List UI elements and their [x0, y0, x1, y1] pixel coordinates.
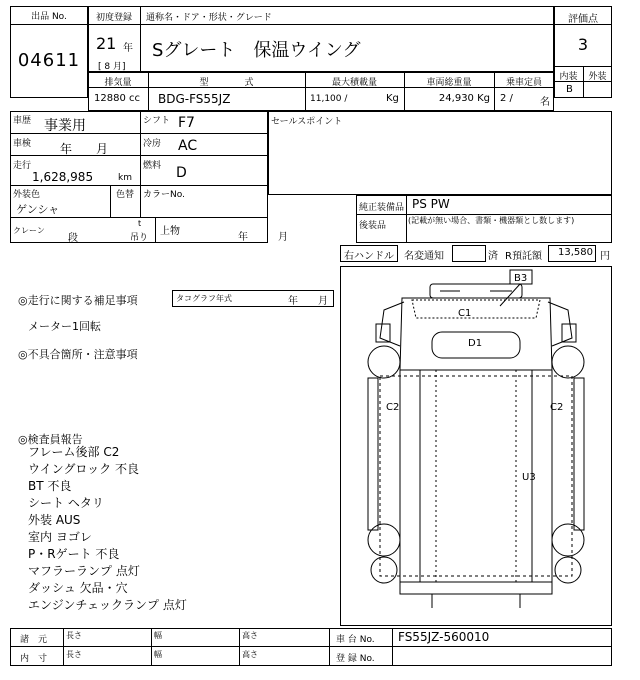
chassis-label: 車 台 No. [336, 635, 375, 645]
report-item: BT 不良 [28, 479, 72, 493]
ext-color-value: ゲンシャ [16, 203, 60, 216]
length-label-2: 長さ [66, 650, 82, 659]
model-label: 型 式 [199, 78, 254, 88]
crane-stage: 段 [68, 233, 78, 244]
ac-value: AC [178, 138, 198, 154]
color-change-label: 色替 [116, 190, 135, 200]
reg-year: 21 [96, 34, 117, 53]
load-unit: Kg [386, 93, 399, 104]
recycle-fee-value: 13,580 [558, 247, 593, 258]
mileage-value: 1,628,985 [32, 170, 94, 184]
width-label-2: 幅 [154, 650, 162, 659]
inspector-report-list [28, 444, 187, 614]
shift-value: F7 [178, 115, 195, 131]
report-item: エンジンチェックランプ 点灯 [28, 598, 187, 612]
equipment-label: 純正装備品 [359, 203, 405, 213]
dims-label: 諸 元 [20, 635, 48, 645]
damage-mark: D1 [468, 338, 483, 349]
model-value: BDG-FS55JZ [158, 92, 231, 106]
interior-grade: B [566, 84, 573, 95]
supplement-title: ◎走行に関する補足事項 [18, 294, 138, 307]
report-item: P・Rゲート 不良 [28, 547, 120, 561]
chassis-value: FS55JZ-560010 [398, 630, 490, 644]
color-no-label: カラーNo. [143, 190, 185, 200]
report-item: ウイングロック 不良 [28, 462, 139, 476]
grade-name: Sグレート 保温ウイング [152, 40, 361, 61]
tachograph-date: 年 月 [288, 296, 328, 307]
ac-label: 冷房 [143, 139, 162, 149]
name-change-box [452, 245, 486, 262]
crane-load-unit: t [138, 219, 142, 228]
name-label: 通称名・ドア・形状・グレード [146, 13, 272, 23]
reg-no-label: 登 録 No. [336, 654, 375, 664]
upper-label: 上物 [160, 226, 180, 237]
weight-label: 車両総重量 [426, 78, 472, 88]
inspection-value: 年 月 [60, 142, 109, 156]
crane-label: クレーン [13, 226, 45, 235]
height-label: 高さ [242, 631, 258, 640]
recycle-unit: 円 [600, 251, 610, 262]
reg-month: [ 8 月] [98, 62, 126, 72]
vehicle-diagram [340, 266, 612, 626]
height-label-2: 高さ [242, 650, 258, 659]
report-item: マフラーランプ 点灯 [28, 564, 140, 578]
score-value: 3 [577, 35, 589, 54]
report-item: シート ヘタリ [28, 496, 104, 510]
footer-box [10, 628, 612, 666]
capacity-unit: 名 [540, 97, 550, 108]
report-item: 室内 ヨゴレ [28, 530, 92, 544]
displacement-label: 排気量 [104, 78, 132, 88]
capacity-value: 2 / [500, 93, 513, 104]
shift-label: シフト [143, 116, 171, 126]
recycle-done: 済 [488, 251, 498, 262]
tachograph-label: タコグラフ年式 [176, 294, 232, 303]
damage-mark: C2 [550, 402, 564, 413]
lot-label: 出品 No. [31, 12, 67, 22]
report-item: フレーム後部 C2 [28, 445, 120, 459]
score-label: 評価点 [568, 14, 598, 25]
capacity-label: 乗車定員 [505, 78, 542, 88]
damage-mark: C2 [386, 402, 400, 413]
damage-mark: U3 [522, 472, 536, 483]
aftermarket-note: (記載が無い場合、書類・機器類とし数します) [408, 216, 575, 225]
crane-hang: 吊り [130, 233, 149, 243]
lot-number: 04611 [17, 50, 81, 71]
interior-dims-label: 内 寸 [20, 654, 48, 664]
defects-title: ◎不具合箇所・注意事項 [18, 348, 138, 361]
report-item: ダッシュ 欠品・穴 [28, 581, 128, 595]
ext-color-label: 外装色 [13, 190, 41, 200]
sales-point-label: セールスポイント [271, 117, 343, 127]
first-reg-label: 初度登録 [95, 13, 132, 23]
equipment-value: PS PW [412, 197, 450, 211]
fuel-label: 燃料 [143, 161, 162, 171]
inspector-title: ◎検査員報告 [18, 433, 83, 446]
load-value: 11,100 / [310, 94, 348, 104]
upper-date: 年 月 [238, 232, 288, 243]
steering-value: 右ハンドル [344, 251, 394, 262]
damage-mark: B3 [514, 273, 528, 284]
weight-value: 24,930 Kg [438, 93, 490, 104]
width-label: 幅 [154, 631, 162, 640]
damage-mark: C1 [458, 308, 472, 319]
length-label: 長さ [66, 631, 82, 640]
report-item: 外装 AUS [28, 513, 81, 527]
mileage-label: 走行 [13, 161, 32, 171]
aftermarket-label: 後装品 [359, 221, 387, 231]
interior-label: 内装 [559, 72, 578, 82]
recycle-fee-label: R預託額 [505, 251, 542, 262]
displacement-value: 12880 cc [94, 93, 140, 104]
meter-note: メーター1回転 [28, 320, 101, 333]
mileage-unit: km [118, 173, 132, 183]
inspection-label: 車検 [13, 139, 32, 149]
name-change-label: 名変通知 [404, 251, 444, 262]
history-label: 車歴 [13, 116, 32, 126]
fuel-value: D [176, 165, 187, 181]
history-value: 事業用 [44, 118, 86, 134]
load-label: 最大積載量 [331, 78, 377, 88]
exterior-label: 外装 [588, 72, 607, 82]
reg-year-unit: 年 [123, 43, 133, 54]
